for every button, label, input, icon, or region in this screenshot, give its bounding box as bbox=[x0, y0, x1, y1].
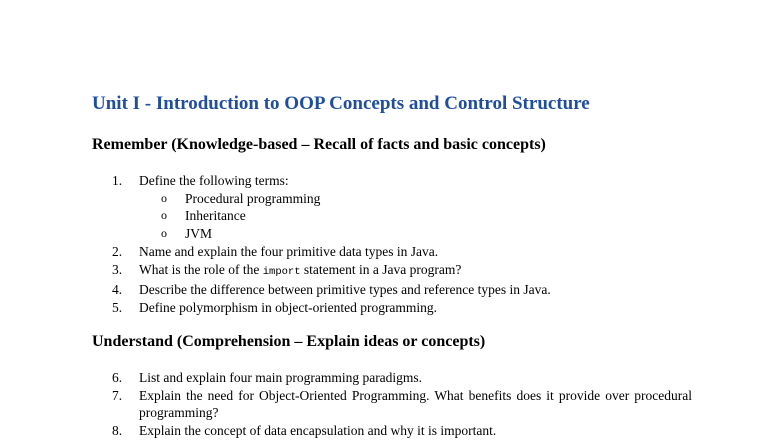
question-text: Explain the need for Object-Oriented Programming. What benefits does it provide over procedural programming? bbox=[139, 387, 692, 421]
question-item bbox=[0, 172, 692, 243]
question-number: 1. bbox=[112, 173, 123, 188]
question-number: 3. bbox=[112, 261, 123, 277]
code-keyword: import bbox=[262, 265, 301, 278]
question-item bbox=[0, 281, 692, 299]
question-item bbox=[0, 243, 692, 261]
term-list bbox=[139, 190, 692, 243]
question-item bbox=[0, 369, 692, 387]
question-item bbox=[0, 422, 692, 440]
question-item bbox=[0, 261, 692, 282]
question-item bbox=[0, 387, 692, 422]
term-item bbox=[139, 190, 692, 208]
question-item bbox=[0, 299, 692, 317]
question-text-after: statement in a Java program? bbox=[300, 261, 462, 277]
remember-question-list bbox=[0, 172, 692, 317]
question-text-before: What is the role of the bbox=[139, 261, 263, 277]
bullet-marker: o bbox=[161, 190, 167, 205]
question-number: 7. bbox=[112, 387, 123, 403]
bullet-marker: o bbox=[161, 226, 167, 241]
term-text: Procedural programming bbox=[185, 190, 321, 206]
question-text: Name and explain the four primitive data types in Java. bbox=[139, 243, 439, 259]
question-number: 8. bbox=[112, 423, 123, 439]
term-text: Inheritance bbox=[185, 208, 246, 224]
question-text: Explain the concept of data encapsulation and why it is important. bbox=[139, 423, 497, 439]
question-text: List and explain four main programming paradigms. bbox=[139, 370, 423, 385]
question-number: 4. bbox=[112, 282, 123, 298]
remember-heading: Remember (Knowledge-based – Recall of facts and basic concepts) bbox=[92, 136, 546, 153]
question-number: 2. bbox=[112, 243, 123, 259]
question-text: Describe the difference between primitive types and reference types in Java. bbox=[139, 282, 551, 298]
term-item bbox=[139, 207, 692, 225]
question-number: 5. bbox=[112, 299, 123, 315]
question-number: 6. bbox=[112, 370, 123, 385]
question-text: Define the following terms: bbox=[139, 173, 289, 188]
understand-question-list bbox=[0, 369, 692, 440]
bullet-marker: o bbox=[161, 208, 167, 223]
term-item bbox=[139, 225, 692, 243]
unit-title: Unit I - Introduction to OOP Concepts and Control Structure bbox=[92, 93, 590, 114]
term-text: JVM bbox=[185, 226, 213, 242]
question-text: Define polymorphism in object-oriented programming. bbox=[139, 299, 438, 315]
understand-heading: Understand (Comprehension – Explain ideas or concepts) bbox=[92, 333, 486, 350]
